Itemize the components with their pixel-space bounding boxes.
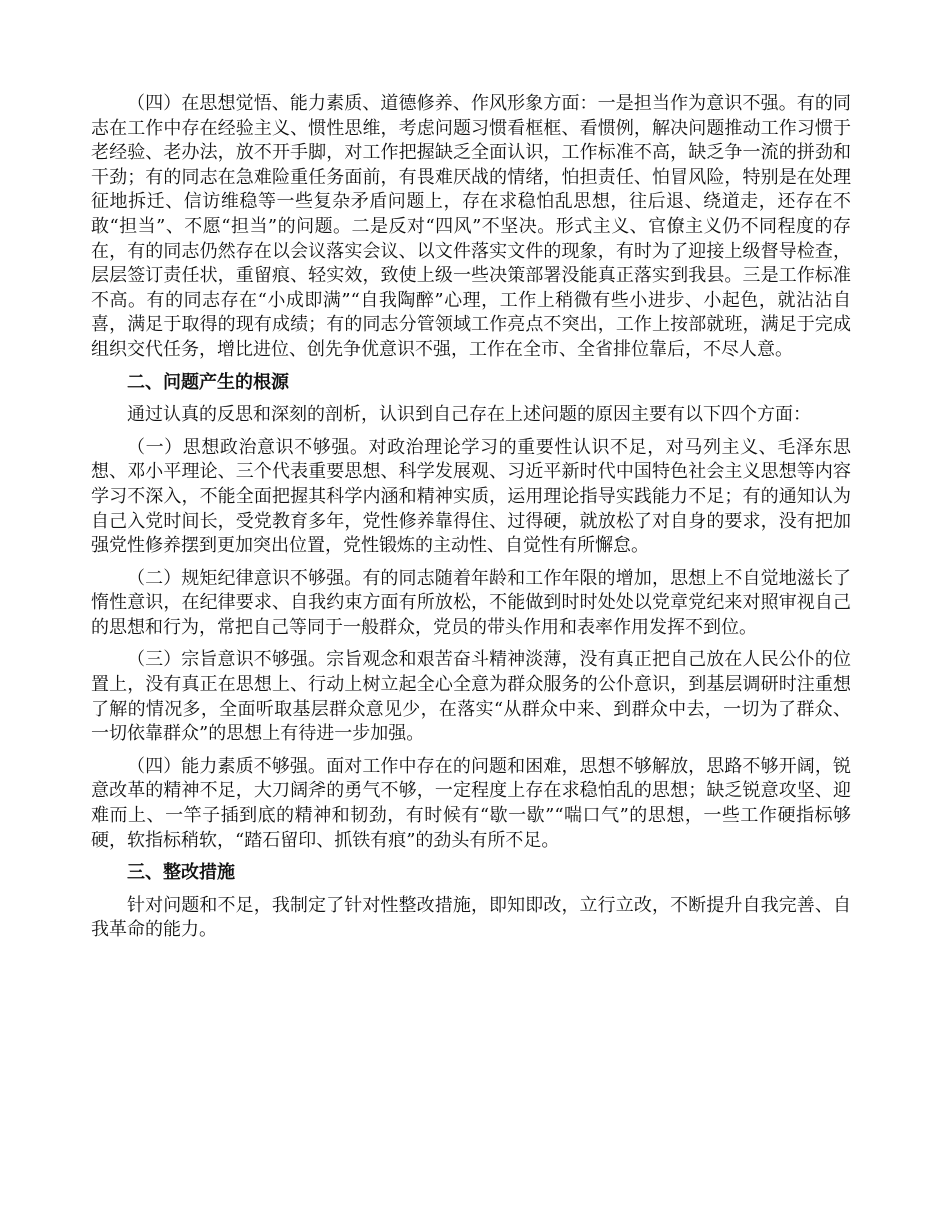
paragraph-discipline-awareness: （二）规矩纪律意识不够强。有的同志随着年龄和工作年限的增加，思想上不自觉地滋长了惰性意识，在纪律要求、自我约束方面有所放松，不能做到时时处处以党章党纪来对照审视自己的思想和行为，常把自己等同于一般群众，党员的带头作用和表率作用发挥不到位。: [91, 567, 851, 638]
paragraph-ability-conduct: （四）在思想觉悟、能力素质、道德修养、作风形象方面：一是担当作为意识不强。有的同志在工作中存在经验主义、惯性思维，考虑问题习惯看框框、看惯例，解决问题推动工作习惯于老经验、老办法，放不开手脚，对工作把握缺乏全面认识，工作标准不高，缺乏争一流的拼劲和干劲；有的同志在急难险重任务面前，有畏难厌战的情绪，怕担责任、怕冒风险，特别是在处理征地拆迁、信访维稳等一些复杂矛盾问题上，存在求稳怕乱思想，往后退、绕道走，还存在不敢“担当”、不愿“担当”的问题。二是反对“四风”不坚决。形式主义、官僚主义仍不同程度的存在，有的同志仍然存在以会议落实会议、以文件落实文件的现象，有时为了迎接上级督导检查，层层签订责任状，重留痕、轻实效，致使上级一些决策部署没能真正落实到我县。三是工作标准不高。有的同志存在“小成即满”“自我陶醉”心理，工作上稍微有些小进步、小起色，就沾沾自喜，满足于取得的现有成绩；有的同志分管领域工作亮点不突出，工作上按部就班，满足于完成组织交代任务，增比进位、创先争优意识不强，工作在全市、全省排位靠后，不尽人意。: [91, 93, 851, 360]
paragraph-purpose-awareness: （三）宗旨意识不够强。宗旨观念和艰苦奋斗精神淡薄，没有真正把自己放在人民公仆的位置上，没有真正在思想上、行动上树立起全心全意为群众服务的公仆意识，到基层调研时注重想了解的情况多，全面听取基层群众意见少，在落实“从群众中来、到群众中去，一切为了群众、一切依靠群众”的思想上有待进一步加强。: [91, 649, 851, 745]
paragraph-rectification-intro: 针对问题和不足，我制定了针对性整改措施，即知即改，立行立改，不断提升自我完善、自我革命的能力。: [91, 894, 851, 941]
document-page: [91, 92, 851, 951]
paragraph-political-awareness: （一）思想政治意识不够强。对政治理论学习的重要性认识不足，对马列主义、毛泽东思想、邓小平理论、三个代表重要思想、科学发展观、习近平新时代中国特色社会主义思想等内容学习不深入，不能全面把握其科学内涵和精神实质，运用理论指导实践能力不足；有的通知认为自己入党时间长，受党教育多年，党性修养靠得住、过得硬，就放松了对自身的要求，没有把加强党性修养摆到更加突出位置，党性锻炼的主动性、自觉性有所懈怠。: [91, 436, 851, 557]
section-heading-root-causes: 二、问题产生的根源: [127, 371, 289, 393]
paragraph-intro-causes: 通过认真的反思和深刻的剖析，认识到自己存在上述问题的原因主要有以下四个方面：: [127, 404, 811, 426]
section-heading-rectification: 三、整改措施: [127, 862, 235, 884]
paragraph-ability-quality: （四）能力素质不够强。面对工作中存在的问题和困难，思想不够解放，思路不够开阔，锐意改革的精神不足，大刀阔斧的勇气不够，一定程度上存在求稳怕乱的思想；缺乏锐意攻坚、迎难而上、一竿子插到底的精神和韧劲，有时候有“歇一歇”“喘口气”的思想，一些工作硬指标够硬，软指标稍软，“踏石留印、抓铁有痕”的劲头有所不足。: [91, 755, 851, 851]
